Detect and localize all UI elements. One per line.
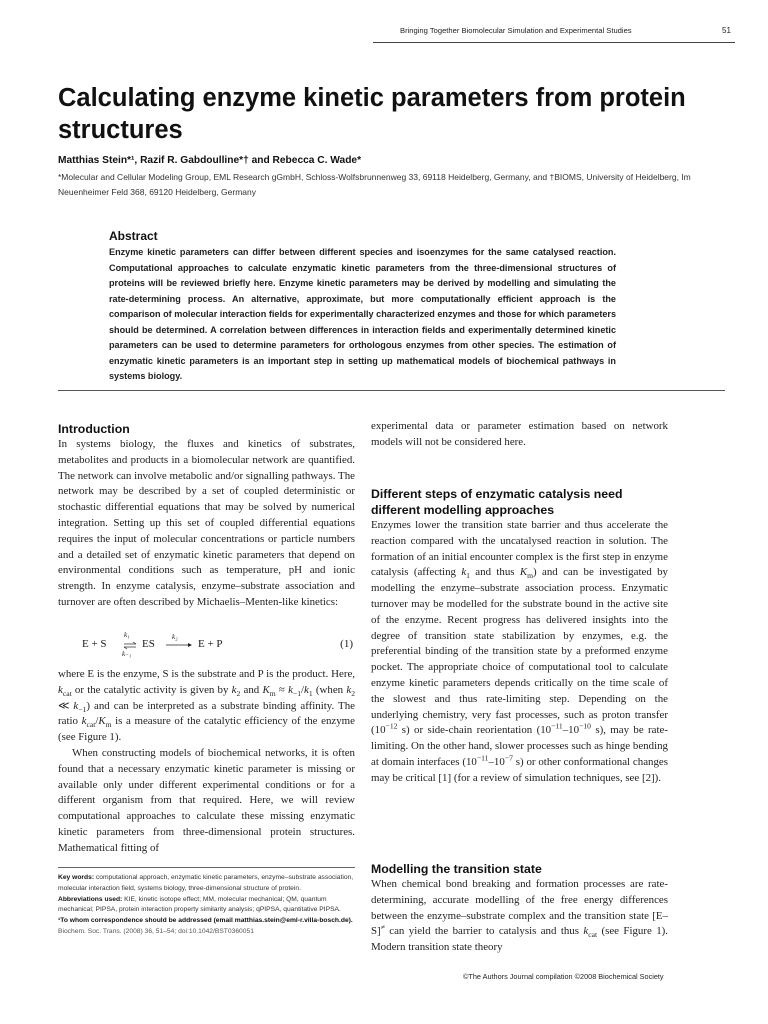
page-number: 51 <box>722 26 731 35</box>
footnote-rule <box>58 867 355 868</box>
introduction-paragraph-2: where E is the enzyme, S is the substrate and P is the product. Here, $k_{cat}$ or the catalytic activity is given by $k_2$ and $K_m \approx k_{-1}/k_1$ (when $k_2$ ≪ $k_{-1}$) and can be interpreted as a substrate binding affinity. The ratio $k_{cat}/K_m$ is a measure of the catalytic efficiency of the enzyme (see Figure 1). <box>58 668 355 744</box>
catalysis-steps-body <box>371 518 668 787</box>
header-rule <box>373 42 735 43</box>
abbreviations-text: KIE, kinetic isotope effect; MM, molecular mechanical; QM, quantum mechanical; PIPSA, protein interaction property similarity analysis; qPIPSA, quantitative PIPSA. <box>58 895 341 914</box>
running-head: Bringing Together Biomolecular Simulation and Experimental Studies <box>400 26 632 35</box>
equation-1 <box>58 628 355 662</box>
abbreviations-footnote <box>58 895 358 917</box>
rate-k1: k₁ <box>124 631 130 639</box>
footnotes <box>58 873 358 938</box>
abstract-heading: Abstract <box>109 229 158 243</box>
catalysis-steps-paragraph: Enzymes lower the transition state barrier and thus accelerate the reaction compared with the uncatalysed reaction in solution. The formation of an initial encounter complex is the first step in enzyme catalysis (affecting $k_1$ and thus $K_m$) and can be investigated by modelling the enzyme–substrate association process. Enzymatic turnover may be modelled for the substrate bound in the active site of the enzyme. Recent progress has delivered insights into the degree of transition state stabilization by enzymes, e.g. the preferential binding of the transition state by a preformed enzyme pocket. The appropriate choice of computational tool to calculate enzyme kinetic parameters depends critically on the time scale of the slowest and thus rate-limiting step. Depending on the underlying chemistry, very fast processes, such as proton transfer ($10^{-12}$ s) or side-chain reorientation ($10^{-11}-10^{-10}$ s), may be rate-limiting. On the other hand, slower processes such as hinge bending at domain interfaces ($10^{-11}-10^{-7}$ s) or other conformational changes may be critical [1] (for a review of simulation techniques, see [2]). <box>371 519 668 784</box>
introduction-paragraph-1: In systems biology, the fluxes and kinetics of substrates, metabolites and products in a biomolecular network are quantified. The network can involve metabolic and/or signalling pathways. The network may be described by a set of coupled deterministic or stochastic differential equations that may be solved by numerical integration. Setting up this set of coupled differential equations requires the input of molecular concentrations or particle numbers and a detailed set of enzymatic kinetic parameters that depend on environmental conditions such as temperature, pH and ionic strength. In enzyme catalysis, enzyme–substrate association and turnover are often described by Michaelis–Menten-like kinetics: <box>58 438 355 608</box>
introduction-body-continued <box>58 667 355 857</box>
transition-state-paragraph: When chemical bond breaking and formation processes are rate-determining, accurate modelling of the free energy differences between the enzyme–substrate complex and the transition state [E–S]≠ can yield the barrier to catalysis and thus $k_{cat}$ (see Figure 1). Modern transition state theory <box>371 878 668 954</box>
equation-reactants: E + S <box>82 638 107 650</box>
section-heading-catalysis-steps: Different steps of enzymatic catalysis need different modelling approaches <box>371 487 623 517</box>
article-title: Calculating enzyme kinetic parameters from protein structures <box>58 84 686 144</box>
introduction-body <box>58 437 355 611</box>
transition-state-body <box>371 877 668 956</box>
introduction-continuation <box>371 419 668 451</box>
rate-k-minus-1: k₋₁ <box>122 650 132 658</box>
introduction-paragraph-3: When constructing models of biochemical networks, it is often found that a necessary enzymatic kinetic parameter is missing or available only under different experimental conditions or for a different organism from that required. Here, we will review computational approaches to calculate these missing enzymatic kinetic parameters from three-dimensional protein structures. Mathematical fitting of <box>58 746 355 854</box>
correspondence-footnote <box>58 916 358 927</box>
keywords-label: Key words: <box>58 874 95 881</box>
equation-number: (1) <box>340 638 353 650</box>
section-heading-transition-state: Modelling the transition state <box>371 862 542 876</box>
abstract-rule <box>58 390 725 391</box>
introduction-heading: Introduction <box>58 422 130 436</box>
abstract-text: Enzyme kinetic parameters can differ between different species and isoenzymes for the same catalysed reaction. Computational approaches to calculate enzymatic kinetic parameters from the three-dimensional structures of proteins will be reviewed briefly here. Enzyme kinetic parameters may be derived by modelling and simulating the rate-determining process. An alternative, approximate, but more computationally efficient approach is the comparison of molecular interaction fields for experimentally characterized enzymes and those for which parameters should be determined. A correlation between differences in interaction fields and experimentally determined kinetic parameters can be used to determine parameters for orthologous enzymes from other species. The estimation of enzymatic kinetic parameters is an important step in setting up mathematical models of biochemical pathways in systems biology. <box>109 247 616 381</box>
author-list: Matthias Stein*¹, Razif R. Gabdoulline*† and Rebecca C. Wade* <box>58 155 362 166</box>
abbreviations-label: Abbreviations used: <box>58 895 123 903</box>
equation-complex: ES <box>142 638 155 650</box>
keywords-text: computational approach, enzymatic kinetic parameters, enzyme–substrate association, molecular interaction field, systems biology, three-dimensional structure of protein. <box>58 874 354 892</box>
citation-line: Biochem. Soc. Trans. (2008) 36, 51–54; doi:10.1042/BST0360051 <box>58 927 254 935</box>
affiliation: *Molecular and Cellular Modeling Group, EML Research gGmbH, Schloss-Wolfsbrunnenweg 33, 69118 Heidelberg, Germany, and †BIOMS, University of Heidelberg, Im Neuenheimer Feld 368, 69120 Heidelberg, Germany <box>58 172 691 197</box>
copyright-notice: ©The Authors Journal compilation ©2008 Biochemical Society <box>463 972 664 981</box>
equation-products: E + P <box>198 638 223 650</box>
correspondence-text: ¹To whom correspondence should be addressed (email matthias.stein@eml-r.villa-bosch.de). <box>58 917 353 925</box>
rate-k2: k₂ <box>172 633 178 641</box>
keywords-footnote <box>58 873 358 895</box>
equation-lhs <box>82 638 107 650</box>
continuation-paragraph: experimental data or parameter estimation based on network models will not be considered here. <box>371 420 668 448</box>
